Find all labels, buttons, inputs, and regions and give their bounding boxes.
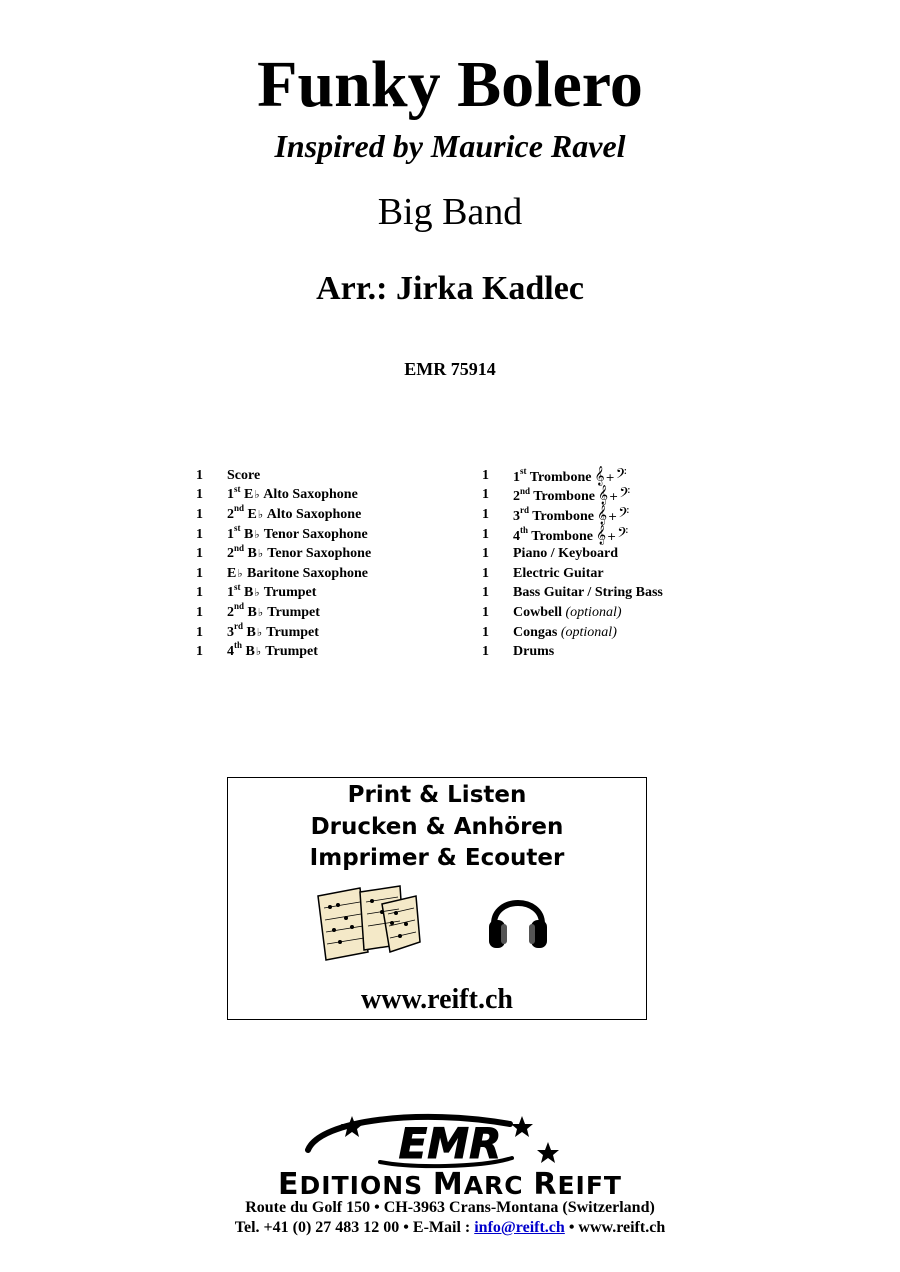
promo-line-german: Drucken & Anhören xyxy=(310,814,564,840)
part-quantity: 1 xyxy=(482,604,489,620)
part-quantity: 1 xyxy=(196,585,203,601)
publisher-name: EDITIONS MARC REIFT xyxy=(278,1167,622,1202)
part-name: Congas (optional) xyxy=(513,624,617,640)
part-quantity: 1 xyxy=(196,604,203,620)
part-row xyxy=(196,603,371,623)
part-row xyxy=(482,466,663,486)
part-row xyxy=(196,505,371,525)
flat-symbol: ♭ xyxy=(256,626,263,639)
email-link[interactable]: info@reift.ch xyxy=(474,1219,565,1236)
arranger-credit: Arr.: Jirka Kadlec xyxy=(316,270,584,307)
part-row xyxy=(482,642,663,662)
flat-symbol: ♭ xyxy=(254,528,260,541)
treble-clef-icon: 𝄞 xyxy=(596,504,607,525)
part-row xyxy=(196,642,371,662)
promo-line-english: Print & Listen xyxy=(347,782,527,808)
part-name: 3rd Trombone 𝄞 + 𝄢 xyxy=(513,504,629,525)
treble-clef-icon: 𝄞 xyxy=(595,524,606,545)
optional-note: (optional) xyxy=(557,624,617,640)
part-row xyxy=(482,525,663,545)
emr-logo xyxy=(300,1106,600,1170)
publisher-contact: Tel. +41 (0) 27 483 12 00 • E-Mail : info@reift.ch • www.reift.ch xyxy=(234,1219,666,1236)
part-name: 1st E♭ Alto Saxophone xyxy=(227,483,358,503)
part-name: Bass Guitar / String Bass xyxy=(513,585,663,601)
part-name: Piano / Keyboard xyxy=(513,546,619,562)
ensemble-type: Big Band xyxy=(377,191,523,233)
score-subtitle: Inspired by Maurice Ravel xyxy=(274,128,626,164)
parts-list-left xyxy=(196,466,371,662)
flat-symbol: ♭ xyxy=(257,508,264,521)
part-row xyxy=(482,603,663,623)
treble-clef-icon: 𝄞 xyxy=(594,465,604,486)
part-name: 4th Trombone 𝄞 + 𝄢 xyxy=(513,524,628,545)
score-title: Funky Bolero xyxy=(257,48,643,121)
part-row xyxy=(196,483,371,506)
emr-logo-text: EMR xyxy=(398,1119,502,1168)
print-listen-box xyxy=(227,777,647,1020)
treble-clef-icon: 𝄞 xyxy=(597,485,608,506)
part-row xyxy=(482,584,663,604)
part-quantity: 1 xyxy=(196,644,203,660)
part-quantity: 1 xyxy=(196,467,203,483)
part-name: E♭ Baritone Saxophone xyxy=(227,565,369,581)
clef-icons: 𝄞 + 𝄢 xyxy=(595,524,628,545)
part-name: 1st B♭ Tenor Saxophone xyxy=(227,522,368,542)
clef-icons: 𝄞 + 𝄢 xyxy=(596,504,629,525)
part-name: 2nd B♭ Tenor Saxophone xyxy=(227,542,372,562)
clef-icons: 𝄞 + 𝄢 xyxy=(594,465,626,486)
part-name: Score xyxy=(227,467,261,483)
part-quantity: 1 xyxy=(482,585,489,601)
catalog-number: EMR 75914 xyxy=(404,359,496,379)
flat-symbol: ♭ xyxy=(255,646,262,659)
bass-clef-icon: 𝄢 xyxy=(619,485,630,506)
part-quantity: 1 xyxy=(482,546,489,562)
part-quantity: 1 xyxy=(196,487,203,503)
part-quantity: 1 xyxy=(482,565,489,581)
parts-list-right xyxy=(482,466,663,662)
part-row xyxy=(196,466,371,486)
part-quantity: 1 xyxy=(482,526,489,542)
part-row xyxy=(196,564,371,584)
part-name: 3rd B♭ Trumpet xyxy=(227,620,319,640)
flat-symbol: ♭ xyxy=(257,548,264,561)
flat-symbol: ♭ xyxy=(237,567,243,580)
part-name: 1st B♭ Trumpet xyxy=(227,581,317,601)
sheet-music-icon xyxy=(312,882,422,962)
part-name: 2nd Trombone 𝄞 + 𝄢 xyxy=(513,485,630,506)
part-name: 1st Trombone 𝄞 + 𝄢 xyxy=(513,465,626,486)
optional-note: (optional) xyxy=(562,604,622,620)
part-row xyxy=(196,544,371,564)
part-row xyxy=(196,522,371,545)
part-quantity: 1 xyxy=(482,506,489,522)
part-quantity: 1 xyxy=(196,526,203,542)
part-name: 4th B♭ Trumpet xyxy=(227,640,318,660)
part-quantity: 1 xyxy=(196,565,203,581)
bass-clef-icon: 𝄢 xyxy=(615,465,626,486)
part-row xyxy=(482,544,663,564)
part-quantity: 1 xyxy=(482,644,489,660)
promo-line-french: Imprimer & Ecouter xyxy=(309,845,565,871)
flat-symbol: ♭ xyxy=(257,606,264,619)
clef-icons: 𝄞 + 𝄢 xyxy=(597,485,630,506)
part-quantity: 1 xyxy=(482,487,489,503)
promo-website: www.reift.ch xyxy=(361,984,513,1015)
part-quantity: 1 xyxy=(196,624,203,640)
part-name: 2nd E♭ Alto Saxophone xyxy=(227,503,362,522)
part-row xyxy=(196,581,371,604)
headphones-icon xyxy=(486,882,550,952)
bass-clef-icon: 𝄢 xyxy=(617,524,628,545)
part-row xyxy=(482,623,663,643)
part-quantity: 1 xyxy=(196,546,203,562)
part-quantity: 1 xyxy=(482,624,489,640)
part-name: Electric Guitar xyxy=(513,565,604,581)
part-quantity: 1 xyxy=(196,506,203,522)
flat-symbol: ♭ xyxy=(254,489,260,502)
flat-symbol: ♭ xyxy=(254,587,260,600)
part-row xyxy=(482,564,663,584)
part-quantity: 1 xyxy=(482,467,489,483)
part-name: 2nd B♭ Trumpet xyxy=(227,601,320,620)
part-row xyxy=(482,505,663,525)
part-row xyxy=(482,486,663,506)
bass-clef-icon: 𝄢 xyxy=(618,504,629,525)
publisher-address: Route du Golf 150 • CH-3963 Crans-Montana (Switzerland) xyxy=(245,1199,655,1216)
part-name: Drums xyxy=(513,644,555,660)
part-name: Cowbell (optional) xyxy=(513,604,622,620)
part-row xyxy=(196,620,371,643)
